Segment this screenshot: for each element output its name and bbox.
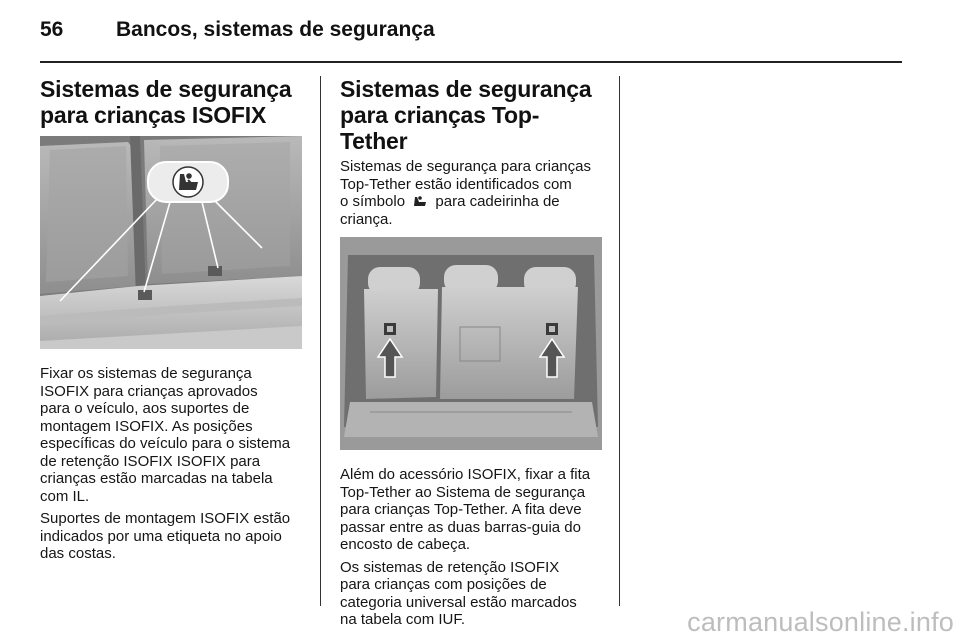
isofix-paragraph-1: Fixar os sistemas de segurança ISOFIX para crianças aprovados para o veículo, aos suportes de montagem ISOFIX. As posições específicas do veículo para o sistema de retenção ISOFIX ISOFIX para crianças estão marcadas na tabela com IL. bbox=[40, 365, 291, 505]
header-divider bbox=[40, 61, 902, 63]
column-divider bbox=[320, 76, 321, 606]
top-tether-intro: Sistemas de segurança para crianças Top-Tether estão identificados com o símbolo para cadeirinha de criança. bbox=[340, 158, 591, 228]
top-tether-paragraph-1: Além do acessório ISOFIX, fixar a fita Top-Tether ao Sistema de segurança para crianças Top-Tether. A fita deve passar entre as duas barras-guia do encosto de cabeça. bbox=[340, 466, 591, 553]
child-seat-symbol-icon bbox=[413, 195, 427, 207]
column-divider bbox=[619, 76, 620, 606]
top-tether-heading: Sistemas de segurança para crianças Top-Tether bbox=[340, 76, 592, 154]
watermark: carmanualsonline.info bbox=[687, 607, 954, 637]
isofix-section bbox=[40, 76, 305, 563]
top-tether-trunk-illustration bbox=[340, 237, 602, 450]
top-tether-paragraph-2: Os sistemas de retenção ISOFIX para crianças com posições de categoria universal estão marcados na tabela com IUF. bbox=[340, 558, 577, 628]
isofix-paragraph-2: Suportes de montagem ISOFIX estão indicados por uma etiqueta no apoio das costas. bbox=[40, 510, 291, 562]
child-seat-symbol-icon bbox=[173, 167, 203, 197]
isofix-heading: Sistemas de segurança para crianças ISOFIX bbox=[40, 76, 292, 128]
isofix-seat-illustration bbox=[40, 136, 302, 349]
top-tether-section bbox=[340, 76, 605, 629]
running-header-title: Bancos, sistemas de segurança bbox=[116, 18, 435, 41]
page-number: 56 bbox=[40, 18, 64, 41]
page-header bbox=[40, 18, 902, 62]
